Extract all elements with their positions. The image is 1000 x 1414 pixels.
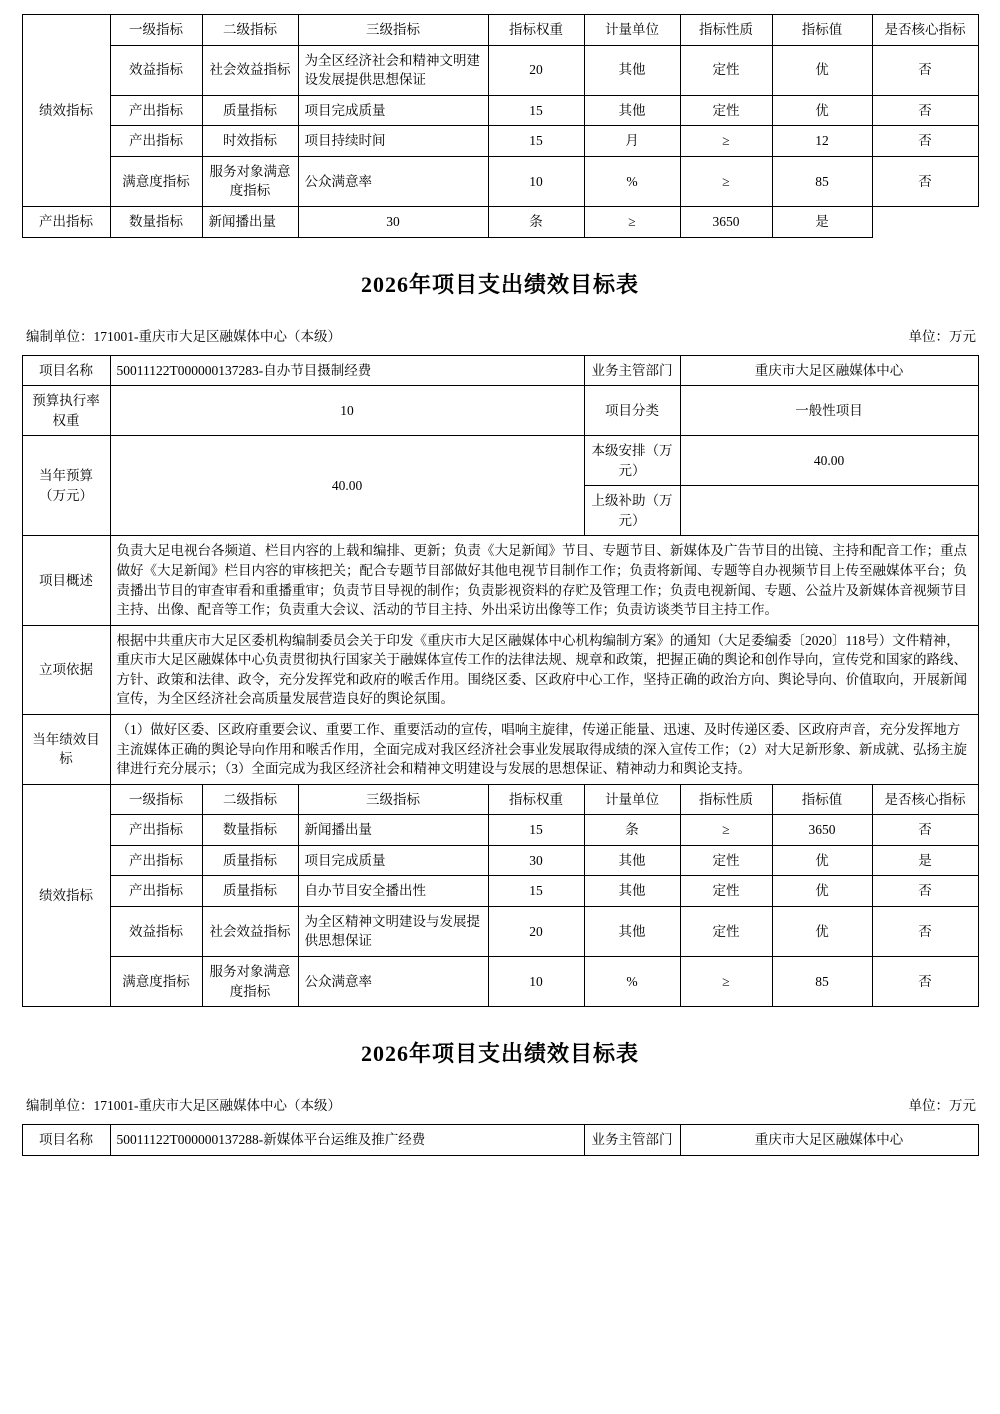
year-budget-value: 40.00 — [110, 436, 584, 536]
cell-value: 3650 — [680, 206, 772, 237]
cell-level1: 产出指标 — [110, 126, 202, 157]
compiling-unit-label: 编制单位： — [26, 1098, 94, 1114]
goal-row — [22, 714, 978, 784]
upper-subsidy-label: 上级补助（万元） — [584, 486, 680, 536]
cell-core: 否 — [872, 95, 978, 126]
cell-weight: 15 — [488, 815, 584, 846]
cell-level3: 新闻播出量 — [298, 815, 488, 846]
row-label-performance: 绩效指标 — [22, 15, 110, 207]
cell-core: 是 — [772, 206, 872, 237]
year-budget-label: 当年预算（万元） — [22, 436, 110, 536]
cell-nature: 定性 — [680, 906, 772, 956]
cell-value: 优 — [772, 45, 872, 95]
section2-meta — [22, 325, 978, 345]
section2-table-wrap — [22, 355, 978, 1008]
dept-label: 业务主管部门 — [584, 355, 680, 386]
cell-unit: 其他 — [584, 906, 680, 956]
table-row — [22, 156, 978, 206]
cell-level2: 数量指标 — [202, 815, 298, 846]
cell-core: 否 — [872, 45, 978, 95]
cell-unit: 条 — [488, 206, 584, 237]
cell-weight: 15 — [488, 126, 584, 157]
section2-title: 2026年项目支出绩效目标表 — [360, 271, 639, 297]
cell-value: 12 — [772, 126, 872, 157]
column-header-level1: 一级指标 — [110, 15, 202, 46]
cell-core: 否 — [872, 876, 978, 907]
dept-value: 重庆市大足区融媒体中心 — [680, 1125, 978, 1156]
goal-value: （1）做好区委、区政府重要会议、重要工作、重要活动的宣传，唱响主旋律，传递正能量、迅速、及时传递区委、区政府声音，充分发挥地方主流媒体正确的舆论导向作用和喉舌作用，全面完成对我区经济社会事业发展取得成绩的深入宣传工作；（2）对大足新形象、新成就、弘扬主旋律进行充分展示；（3）全面完成为我区经济社会和精神文明建设与发展的思想保证、精神动力和舆论支持。 — [110, 714, 978, 784]
column-header-level2: 二级指标 — [202, 15, 298, 46]
cell-nature: 定性 — [680, 876, 772, 907]
cell-core: 是 — [872, 845, 978, 876]
cell-level2: 服务对象满意度指标 — [202, 156, 298, 206]
cell-unit: 其他 — [584, 845, 680, 876]
project-name-value: 50011122T000000137288-新媒体平台运维及推广经费 — [110, 1125, 584, 1156]
category-label: 项目分类 — [584, 386, 680, 436]
table-row — [22, 845, 978, 876]
cell-value: 优 — [772, 906, 872, 956]
table-header-row — [22, 15, 978, 46]
cell-level3: 新闻播出量 — [202, 206, 298, 237]
cell-level1: 产出指标 — [110, 845, 202, 876]
cell-level3: 公众满意率 — [298, 957, 488, 1007]
cell-core: 否 — [872, 957, 978, 1007]
amount-unit: 单位：万元 — [908, 1098, 976, 1114]
cell-level2: 社会效益指标 — [202, 45, 298, 95]
cell-level3: 项目完成质量 — [298, 845, 488, 876]
column-header-weight: 指标权重 — [488, 15, 584, 46]
cell-level3: 为全区精神文明建设与发展提供思想保证 — [298, 906, 488, 956]
cell-value: 优 — [772, 95, 872, 126]
cell-weight: 15 — [488, 95, 584, 126]
cell-unit: 其他 — [584, 45, 680, 95]
table-row — [22, 206, 978, 237]
local-arrangement-value: 40.00 — [680, 436, 978, 486]
cell-unit: % — [584, 957, 680, 1007]
cell-weight: 15 — [488, 876, 584, 907]
budget-rate-label: 预算执行率权重 — [22, 386, 110, 436]
cell-level3: 公众满意率 — [298, 156, 488, 206]
overview-row — [22, 536, 978, 625]
cell-value: 85 — [772, 957, 872, 1007]
budget-rate-row — [22, 386, 978, 436]
cell-level1: 产出指标 — [110, 815, 202, 846]
cell-weight: 30 — [298, 206, 488, 237]
cell-nature: ≥ — [680, 957, 772, 1007]
table-row — [22, 126, 978, 157]
compiling-unit-label: 编制单位： — [26, 328, 94, 344]
local-arrangement-label: 本级安排（万元） — [584, 436, 680, 486]
performance-indicator-table-1 — [22, 14, 979, 238]
project-performance-table-2 — [22, 355, 979, 1008]
column-header-unit: 计量单位 — [584, 15, 680, 46]
cell-nature: 定性 — [680, 45, 772, 95]
budget-rate-value: 10 — [110, 386, 584, 436]
cell-core: 否 — [872, 906, 978, 956]
section3-meta — [22, 1094, 978, 1114]
cell-nature: ≥ — [680, 156, 772, 206]
category-value: 一般性项目 — [680, 386, 978, 436]
basis-value: 根据中共重庆市大足区委机构编制委员会关于印发《重庆市大足区融媒体中心机构编制方案》的通知（大足委编委〔2020〕118号）文件精神，重庆市大足区融媒体中心负责贯彻执行国家关于融媒体宣传工作的法律法规、规章和政策，把握正确的舆论和创作导向，宣传党和国家的路线、方针、政策和法律、政令，充分发挥党和政府的喉舌作用。围绕区委、区政府中心工作，坚持正确的政治方向、舆论导向、价值取向，开展新闻宣传，为全区经济社会高质量发展营造良好的舆论氛围。 — [110, 625, 978, 714]
column-header-nature: 指标性质 — [680, 15, 772, 46]
dept-value: 重庆市大足区融媒体中心 — [680, 355, 978, 386]
cell-level2: 服务对象满意度指标 — [202, 957, 298, 1007]
cell-level3: 为全区经济社会和精神文明建设发展提供思想保证 — [298, 45, 488, 95]
cell-value: 3650 — [772, 815, 872, 846]
project-name-row — [22, 1125, 978, 1156]
column-header-core: 是否核心指标 — [872, 15, 978, 46]
project-performance-table-3 — [22, 1124, 979, 1156]
project-name-row — [22, 355, 978, 386]
cell-level2: 数量指标 — [110, 206, 202, 237]
cell-unit: 其他 — [584, 876, 680, 907]
project-name-label: 项目名称 — [22, 1125, 110, 1156]
cell-level1: 产出指标 — [110, 95, 202, 126]
cell-core: 否 — [872, 815, 978, 846]
compiling-unit-value: 171001-重庆市大足区融媒体中心（本级） — [93, 1098, 341, 1114]
cell-unit: 月 — [584, 126, 680, 157]
cell-nature: ≥ — [680, 126, 772, 157]
column-header-weight: 指标权重 — [488, 784, 584, 815]
section3-title: 2026年项目支出绩效目标表 — [360, 1041, 639, 1067]
table-row — [22, 957, 978, 1007]
upper-subsidy-value — [680, 486, 978, 536]
table-row — [22, 876, 978, 907]
cell-weight: 10 — [488, 156, 584, 206]
cell-level2: 质量指标 — [202, 845, 298, 876]
project-name-label: 项目名称 — [22, 355, 110, 386]
row-label-performance: 绩效指标 — [22, 784, 110, 1007]
cell-level2: 时效指标 — [202, 126, 298, 157]
dept-label: 业务主管部门 — [584, 1125, 680, 1156]
basis-row — [22, 625, 978, 714]
cell-level1: 效益指标 — [110, 45, 202, 95]
cell-level1: 产出指标 — [22, 206, 110, 237]
column-header-level2: 二级指标 — [202, 784, 298, 815]
indicator-header-row — [22, 784, 978, 815]
column-header-value: 指标值 — [772, 784, 872, 815]
cell-level2: 质量指标 — [202, 95, 298, 126]
cell-nature: 定性 — [680, 95, 772, 126]
overview-value: 负责大足电视台各频道、栏目内容的上载和编排、更新；负责《大足新闻》节目、专题节目、新媒体及广告节目的出镜、主持和配音工作；重点做好《大足新闻》栏目内容的审核把关；配合专题节目部做好其他电视节目制作工作；负责将新闻、专题等自办视频节目上传至融媒体平台；负责播出节目的审查审看和重播重审；负责节目导视的制作；负责影视资料的存贮及管理工作；负责电视新闻、专题、公益片及新媒体音视频节目主持、出像、配音等工作；负责重大会议、活动的节目主持、外出采访出像等工作；负责访谈类节目主持工作。 — [110, 536, 978, 625]
cell-weight: 10 — [488, 957, 584, 1007]
amount-unit: 单位：万元 — [908, 328, 976, 344]
cell-value: 85 — [772, 156, 872, 206]
column-header-value: 指标值 — [772, 15, 872, 46]
cell-unit: 其他 — [584, 95, 680, 126]
compiling-unit — [22, 1094, 341, 1114]
section1-table-wrap — [22, 14, 978, 238]
section3-table-wrap — [22, 1124, 978, 1156]
cell-value: 优 — [772, 845, 872, 876]
cell-level2: 质量指标 — [202, 876, 298, 907]
compiling-unit-value: 171001-重庆市大足区融媒体中心（本级） — [93, 328, 341, 344]
table-row — [22, 815, 978, 846]
basis-label: 立项依据 — [22, 625, 110, 714]
cell-level3: 项目完成质量 — [298, 95, 488, 126]
cell-weight: 20 — [488, 45, 584, 95]
cell-core: 否 — [872, 156, 978, 206]
cell-nature: 定性 — [680, 845, 772, 876]
cell-unit: 条 — [584, 815, 680, 846]
cell-level1: 满意度指标 — [110, 156, 202, 206]
overview-label: 项目概述 — [22, 536, 110, 625]
table-row — [22, 45, 978, 95]
cell-weight: 30 — [488, 845, 584, 876]
column-header-unit: 计量单位 — [584, 784, 680, 815]
cell-weight: 20 — [488, 906, 584, 956]
cell-core: 否 — [872, 126, 978, 157]
cell-level3: 自办节目安全播出性 — [298, 876, 488, 907]
column-header-core: 是否核心指标 — [872, 784, 978, 815]
project-name-value: 50011122T000000137283-自办节目摄制经费 — [110, 355, 584, 386]
column-header-level1: 一级指标 — [110, 784, 202, 815]
cell-nature: ≥ — [584, 206, 680, 237]
cell-level2: 社会效益指标 — [202, 906, 298, 956]
cell-nature: ≥ — [680, 815, 772, 846]
local-budget-row — [22, 436, 978, 486]
cell-value: 优 — [772, 876, 872, 907]
compiling-unit — [22, 325, 341, 345]
goal-label: 当年绩效目标 — [22, 714, 110, 784]
column-header-nature: 指标性质 — [680, 784, 772, 815]
cell-unit: % — [584, 156, 680, 206]
table-row — [22, 95, 978, 126]
column-header-level3: 三级指标 — [298, 15, 488, 46]
cell-level1: 产出指标 — [110, 876, 202, 907]
cell-level3: 项目持续时间 — [298, 126, 488, 157]
cell-level1: 满意度指标 — [110, 957, 202, 1007]
cell-level1: 效益指标 — [110, 906, 202, 956]
column-header-level3: 三级指标 — [298, 784, 488, 815]
table-row — [22, 906, 978, 956]
